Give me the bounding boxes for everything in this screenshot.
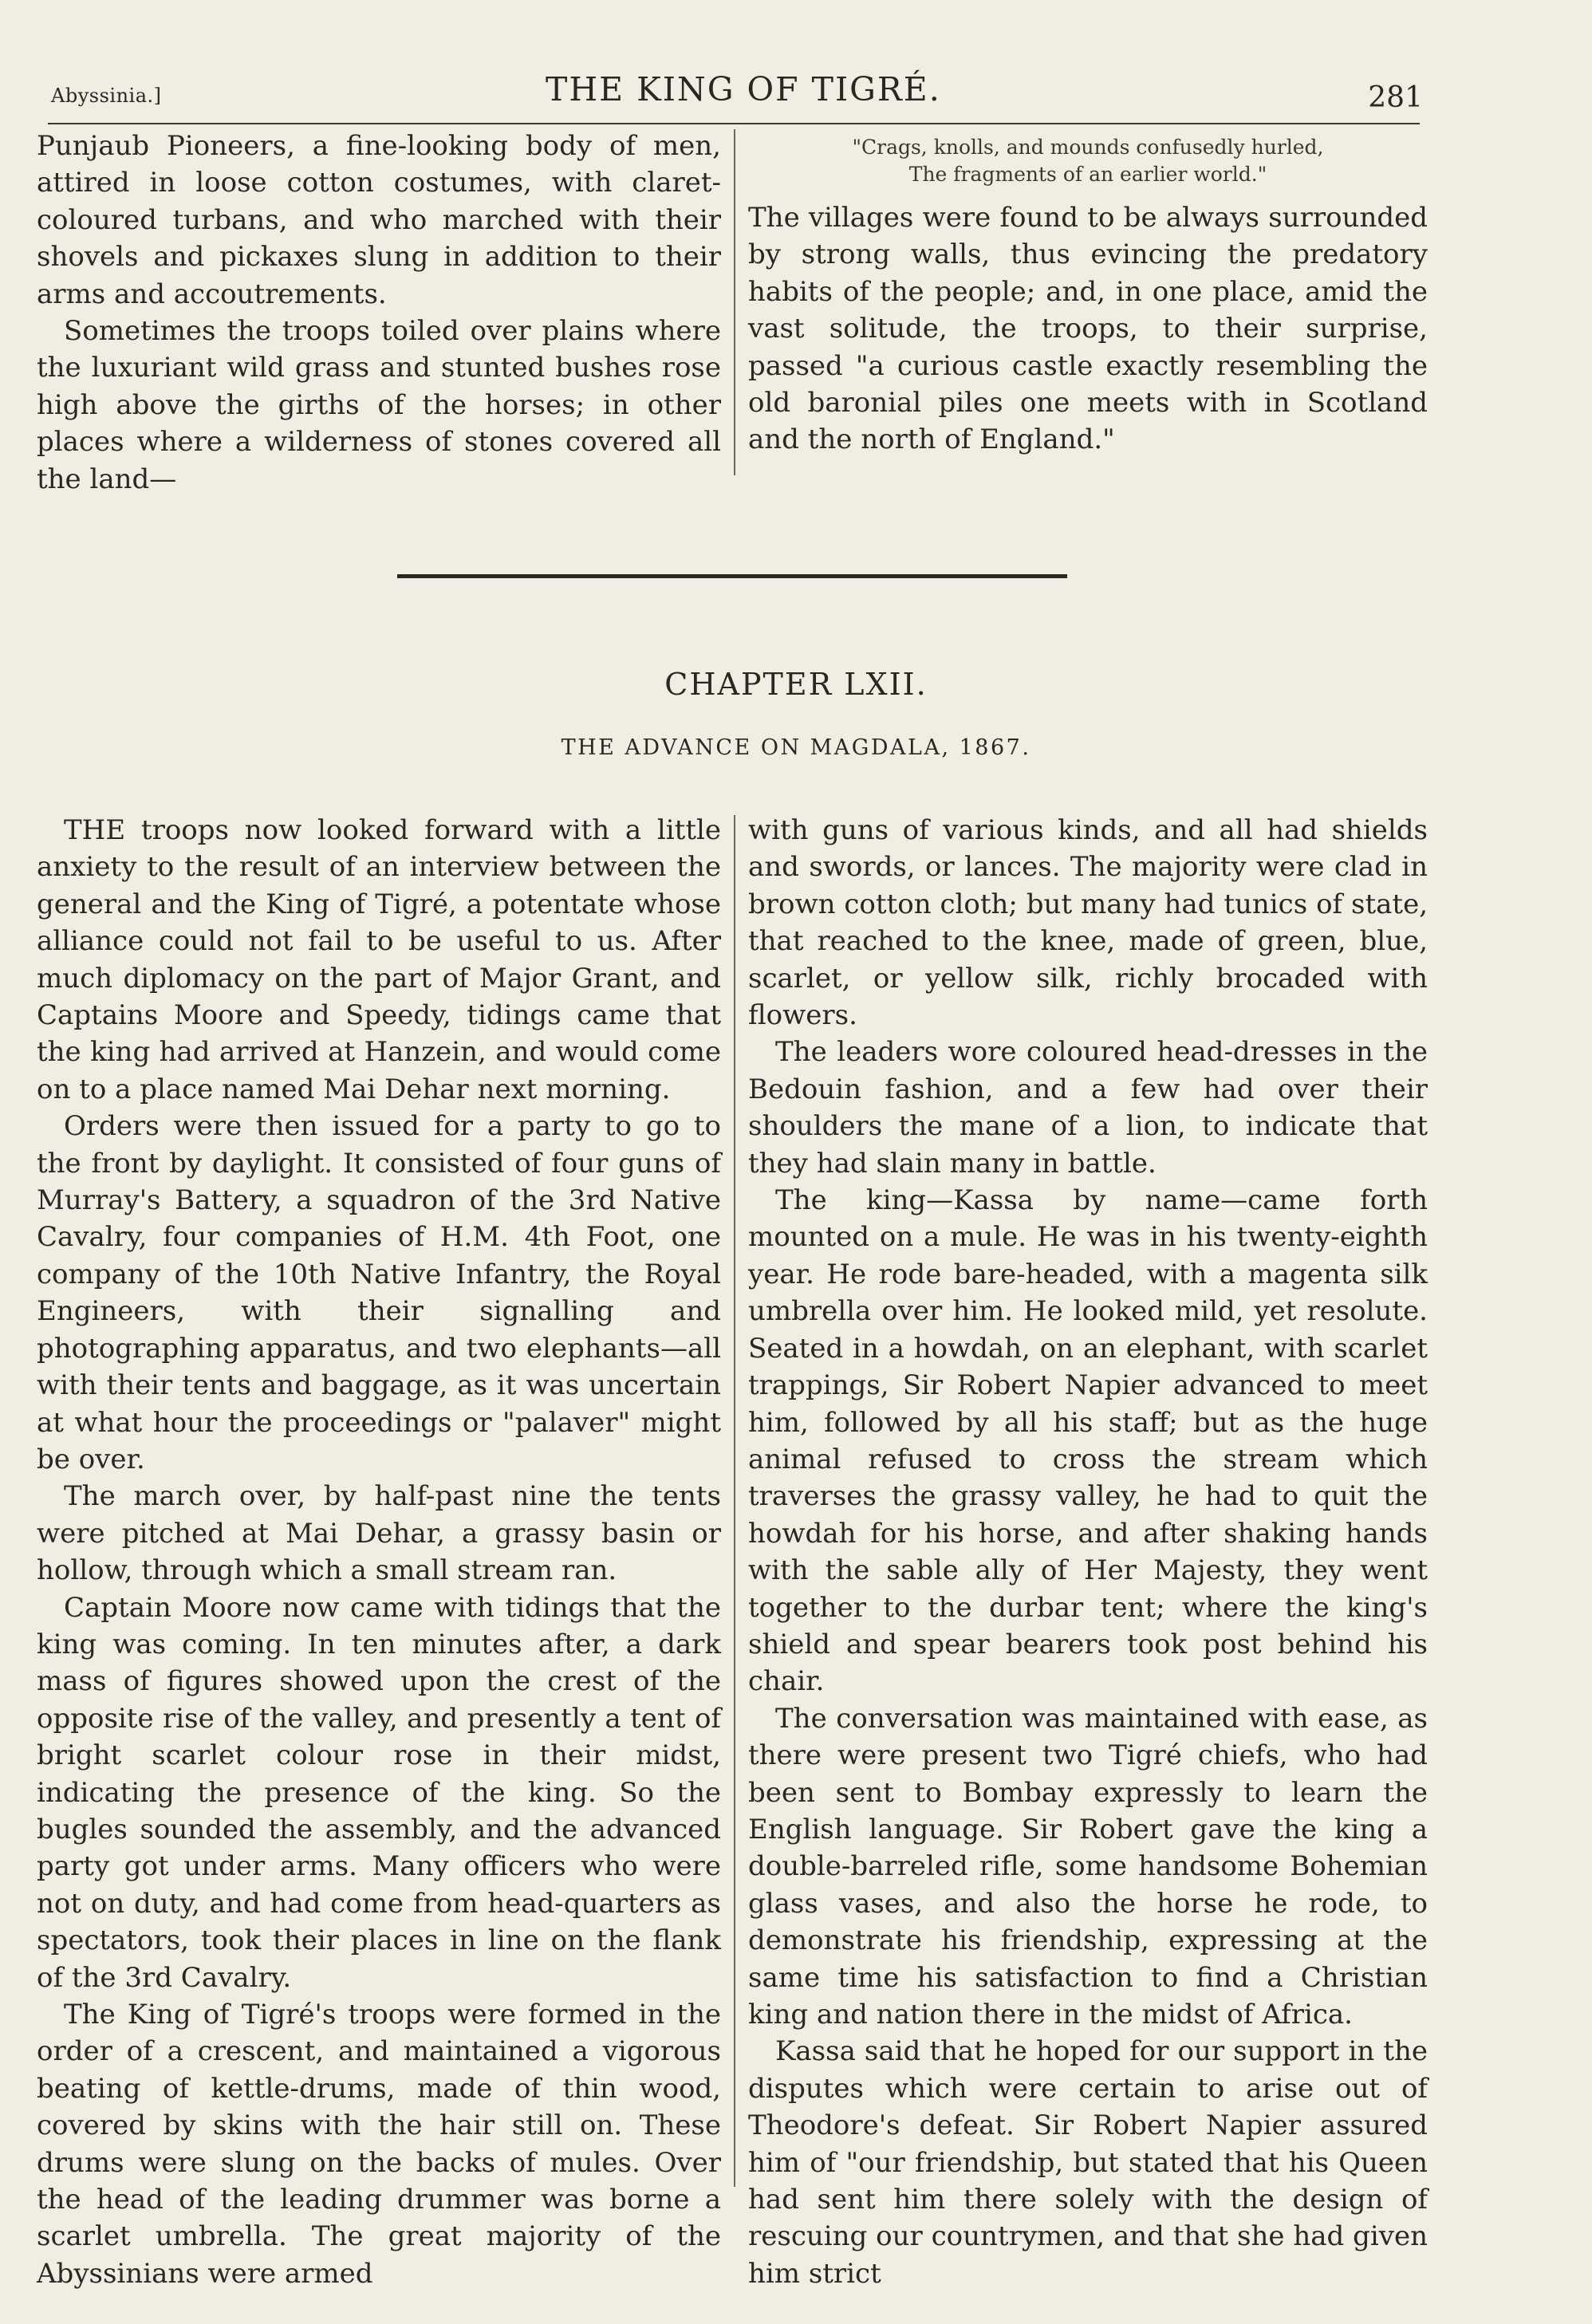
paragraph: with guns of various kinds, and all had shields and swords, or lances. The majority were clad in brown cotton cloth; but many had tunics of state, that reached to the knee, made of green, blue, scarlet, or yellow silk, richly brocaded with flowers. — [748, 814, 1428, 1032]
paragraph: Punjaub Pioneers, a fine-looking body of men, attired in loose cotton costumes, with claret-coloured turbans, and who marched with their shovels and pickaxes slung in addition to their arms and accoutrements. — [37, 130, 721, 310]
top-left-column — [37, 128, 721, 498]
paragraph: The king—Kassa by name—came forth mounted on a mule. He was in his twenty-eighth year. He rode bare-headed, with a magenta silk umbrella over him. He looked mild, yet resolute. Seated in a howdah, on an elephant, with scarlet trappings, Sir Robert Napier advanced to meet him, followed by all his staff; but as the huge animal refused to cross the stream which traverses the grassy valley, he had to quit the howdah for his horse, and after shaking hands with the sable ally of Her Majesty, they went together to the durbar tent; where the king's shield and spear bearers took post behind his chair. — [748, 1184, 1428, 1698]
header-rule — [48, 123, 1420, 124]
running-head — [51, 70, 1423, 126]
chapter-rule — [397, 574, 1067, 578]
chapter-subtitle: THE ADVANCE ON MAGDALA, 1867. — [561, 735, 1031, 760]
quote-line: "Crags, knolls, and mounds confusedly hurled, — [852, 136, 1324, 159]
page-number: 281 — [1368, 81, 1423, 114]
paragraph: Kassa said that he hoped for our support in the disputes which were certain to arise out of Theodore's defeat. Sir Robert Napier assured him of "our friendship, but stated that his Queen had sent him there solely with the design of rescuing our countrymen, and that she had given him strict — [748, 2035, 1428, 2290]
bottom-right-column — [748, 812, 1428, 2292]
column-divider — [734, 129, 735, 475]
paragraph: Sometimes the troops toiled over plains where the luxuriant wild grass and stunted bushes rose high above the girths of the horses; in other places where a wilderness of stones covered all the land— — [37, 315, 721, 495]
paragraph: THE troops now looked forward with a little anxiety to the result of an interview between the general and the King of Tigré, a potentate whose alliance could not fail to be useful to us. After much diplomacy on the part of Major Grant, and Captains Moore and Speedy, tidings came that the king had arrived at Hanzein, and would come on to a place named Mai Dehar next morning. — [37, 814, 721, 1105]
paragraph: The King of Tigré's troops were formed in the order of a crescent, and maintained a vigorous beating of kettle-drums, made of thin wood, covered by skins with the hair still on. These drums were slung on the backs of mules. Over the head of the leading drummer was borne a scarlet umbrella. The great majority of the Abyssinians were armed — [37, 1999, 721, 2290]
section-label: Abyssinia.] — [51, 85, 162, 107]
paragraph: The march over, by half-past nine the tents were pitched at Mai Dehar, a grassy basin or hollow, through which a small stream ran. — [37, 1480, 721, 1587]
paragraph: The villages were found to be always surrounded by strong walls, thus evincing the predatory habits of the people; and, in one place, amid the vast solitude, the troops, to their surprise, passed "a curious castle exactly resembling the old baronial piles one meets with in Scotland and the north of England." — [748, 202, 1428, 456]
paragraph: The conversation was maintained with ease, as there were present two Tigré chiefs, who had been sent to Bombay expressly to learn the English language. Sir Robert gave the king a double-barreled rifle, some handsome Bohemian glass vases, and also the horse he rode, to demonstrate his friendship, expressing at the same time his satisfaction to find a Christian king and nation there in the midst of Africa. — [748, 1702, 1428, 2031]
paragraph: Orders were then issued for a party to go to the front by daylight. It consisted of four guns of Murray's Battery, a squadron of the 3rd Native Cavalry, four companies of H.M. 4th Foot, one company of the 10th Native Infantry, the Royal Engineers, with their signalling and photographing apparatus, and two elephants—all with their tents and baggage, as it was uncertain at what hour the proceedings or "palaver" might be over. — [37, 1110, 721, 1475]
paragraph: Captain Moore now came with tidings that the king was coming. In ten minutes after, a dark mass of figures showed upon the crest of the opposite rise of the valley, and presently a tent of bright scarlet colour rose in their midst, indicating the presence of the king. So the bugles sounded the assembly, and the advanced party got under arms. Many officers who were not on duty, and had come from head-quarters as spectators, took their places in line on the flank of the 3rd Cavalry. — [37, 1591, 721, 1994]
top-right-column — [748, 134, 1428, 459]
verse-quote — [748, 134, 1428, 188]
quote-line: The fragments of an earlier world." — [908, 163, 1267, 186]
chapter-title: CHAPTER LXII. — [664, 667, 928, 702]
bottom-left-column — [37, 812, 721, 2292]
paragraph: The leaders wore coloured head-dresses in the Bedouin fashion, and a few had over their shoulders the mane of a lion, to indicate that they had slain many in battle. — [748, 1036, 1428, 1180]
column-divider — [734, 815, 735, 2187]
page-title: THE KING OF TIGRÉ. — [546, 70, 941, 108]
